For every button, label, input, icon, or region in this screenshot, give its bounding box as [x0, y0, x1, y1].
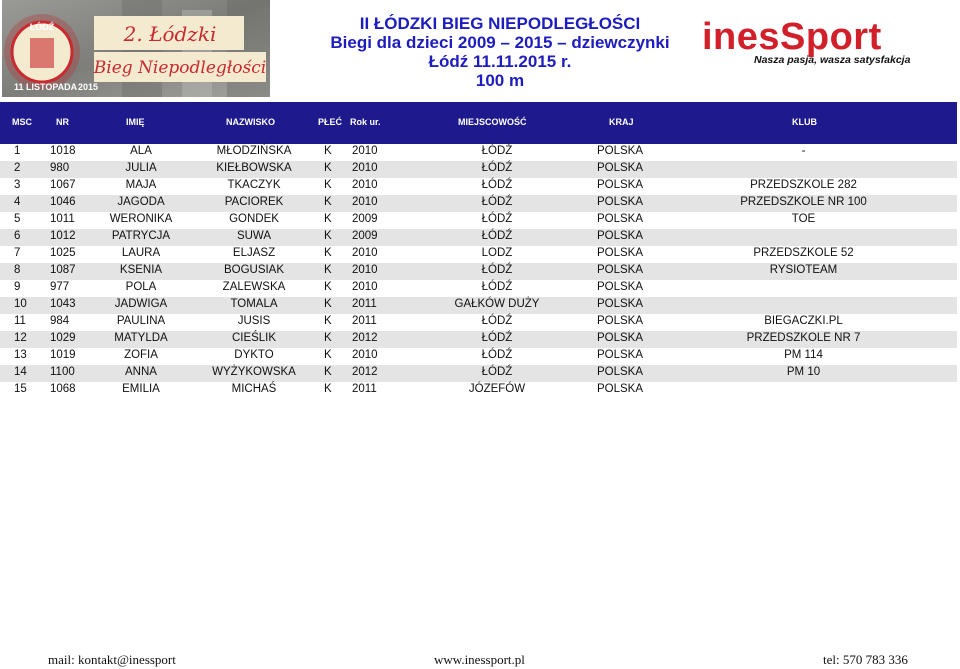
cell-klub: RYSIOTEAM [769, 264, 838, 276]
cell-miejscowosc: ŁÓDŹ [481, 332, 513, 344]
cell-imie: EMILIA [122, 383, 160, 395]
title-line-1: II ŁÓDZKI BIEG NIEPODLEGŁOŚCI [359, 14, 641, 33]
footer-tel: tel: 570 783 336 [823, 652, 908, 667]
cell-miejscowosc: LODZ [481, 247, 513, 259]
cell-imie: MATYLDA [114, 332, 168, 344]
cell-nazwisko: SUWA [236, 230, 272, 242]
cell-klub: PRZEDSZKOLE NR 7 [746, 332, 861, 344]
cell-miejscowosc: ŁÓDŹ [481, 162, 513, 174]
table-row [0, 314, 957, 331]
cell-miejscowosc: ŁÓDŹ [481, 315, 513, 327]
table-row [0, 280, 957, 297]
cell-nr: 984 [50, 315, 70, 327]
cell-klub: PM 10 [786, 366, 821, 378]
event-logo [2, 0, 270, 97]
cell-kraj: POLSKA [596, 366, 644, 378]
cell-nr: 980 [50, 162, 70, 174]
cell-kraj: POLSKA [596, 247, 644, 259]
cell-plec: K [324, 264, 332, 276]
cell-kraj: POLSKA [596, 383, 644, 395]
cell-klub: - [801, 145, 806, 157]
cell-kraj: POLSKA [596, 196, 644, 208]
cell-nr: 1029 [50, 332, 76, 344]
cell-miejscowosc: ŁÓDŹ [481, 366, 513, 378]
cell-nazwisko: CIEŚLIK [231, 332, 277, 344]
cell-nazwisko: WYŻYKOWSKA [212, 366, 296, 378]
cell-imie: JULIA [125, 162, 157, 174]
table-row [0, 212, 957, 229]
cell-nazwisko: KIEŁBOWSKA [216, 162, 292, 174]
cell-imie: LAURA [121, 247, 161, 259]
brand-logo [702, 18, 912, 66]
cell-imie: JAGODA [117, 196, 165, 208]
cell-rok: 2010 [352, 281, 378, 293]
col-kraj: KRAJ [609, 117, 634, 127]
cell-nr: 1100 [50, 366, 75, 378]
table-row [0, 382, 957, 399]
cell-klub: BIEGACZKI.PL [764, 315, 843, 327]
table-row [0, 297, 957, 314]
cell-klub: PM 114 [784, 349, 823, 361]
cell-nazwisko: JUSIS [237, 315, 271, 327]
table-row [0, 229, 957, 246]
cell-miejscowosc: ŁÓDŹ [481, 230, 513, 242]
logo-city: ŁÓDŹ [29, 22, 55, 32]
cell-nr: 1025 [50, 247, 76, 259]
cell-imie: ALA [130, 145, 152, 157]
cell-nr: 1012 [50, 230, 76, 242]
cell-msc: 6 [14, 230, 21, 242]
cell-nr: 1011 [50, 213, 75, 225]
cell-rok: 2011 [352, 383, 377, 395]
cell-nazwisko: MŁODZIŃSKA [216, 145, 292, 157]
cell-msc: 5 [14, 213, 21, 225]
cell-klub: TOE [791, 213, 816, 225]
cell-msc: 11 [14, 315, 26, 327]
col-miejscowosc: MIEJSCOWOŚĆ [458, 117, 527, 127]
col-imie: IMIĘ [126, 117, 145, 127]
cell-plec: K [324, 383, 332, 395]
table-row [0, 365, 957, 382]
table-row [0, 161, 957, 178]
cell-nr: 1018 [50, 145, 76, 157]
cell-rok: 2010 [352, 145, 378, 157]
cell-imie: PAULINA [116, 315, 166, 327]
cell-rok: 2012 [352, 366, 378, 378]
cell-plec: K [324, 179, 332, 191]
cell-imie: JADWIGA [114, 298, 168, 310]
cell-miejscowosc: ŁÓDŹ [481, 196, 513, 208]
footer-web[interactable]: www.inessport.pl [434, 652, 525, 667]
table-row [0, 246, 957, 263]
cell-plec: K [324, 162, 332, 174]
cell-imie: PATRYCJA [111, 230, 171, 242]
logo-date-left: 11 LISTOPADA [14, 82, 78, 92]
cell-nr: 1043 [50, 298, 76, 310]
table-row [0, 331, 957, 348]
cell-kraj: POLSKA [596, 179, 644, 191]
cell-rok: 2010 [352, 349, 378, 361]
cell-rok: 2009 [352, 230, 378, 242]
cell-nazwisko: ELJASZ [232, 247, 276, 259]
table-row [0, 144, 957, 161]
cell-msc: 12 [14, 332, 27, 344]
cell-msc: 9 [14, 281, 21, 293]
cell-plec: K [324, 230, 332, 242]
table-row [0, 263, 957, 280]
cell-msc: 13 [14, 349, 27, 361]
table-row [0, 195, 957, 212]
cell-msc: 14 [14, 366, 27, 378]
cell-klub: PRZEDSZKOLE NR 100 [740, 196, 867, 208]
table-row [0, 348, 957, 365]
cell-nr: 1087 [50, 264, 76, 276]
cell-nr: 977 [50, 281, 70, 293]
cell-rok: 2010 [352, 179, 378, 191]
brand-name: inesSport [702, 16, 882, 58]
col-msc: MSC [12, 117, 32, 127]
cell-msc: 8 [14, 264, 21, 276]
col-plec: PŁEĆ [318, 117, 343, 127]
cell-nr: 1046 [50, 196, 76, 208]
cell-kraj: POLSKA [596, 281, 644, 293]
cell-rok: 2012 [352, 332, 378, 344]
cell-msc: 15 [14, 383, 27, 395]
cell-kraj: POLSKA [596, 162, 644, 174]
event-title [290, 14, 710, 90]
cell-imie: ANNA [125, 366, 157, 378]
cell-rok: 2010 [352, 264, 378, 276]
cell-plec: K [324, 366, 332, 378]
logo-date-right: 2015 [78, 82, 99, 92]
cell-nazwisko: GONDEK [229, 213, 279, 225]
cell-klub: PRZEDSZKOLE 52 [753, 247, 854, 259]
cell-msc: 7 [14, 247, 21, 259]
cell-miejscowosc: ŁÓDŹ [481, 213, 513, 225]
title-line-3: Łódź 11.11.2015 r. [428, 52, 572, 71]
cell-miejscowosc: GAŁKÓW DUŻY [454, 298, 540, 310]
cell-kraj: POLSKA [596, 264, 644, 276]
brand-tagline: Nasza pasja, wasza satysfakcja [754, 54, 911, 66]
cell-nr: 1068 [50, 383, 76, 395]
cell-miejscowosc: ŁÓDŹ [481, 145, 513, 157]
cell-imie: KSENIA [119, 264, 163, 276]
cell-plec: K [324, 247, 332, 259]
cell-nazwisko: TKACZYK [227, 179, 281, 191]
cell-plec: K [324, 213, 332, 225]
cell-miejscowosc: ŁÓDŹ [481, 349, 513, 361]
cell-kraj: POLSKA [596, 298, 644, 310]
cell-miejscowosc: ŁÓDŹ [481, 264, 513, 276]
col-nazwisko: NAZWISKO [226, 117, 275, 127]
cell-nazwisko: ZALEWSKA [222, 281, 286, 293]
cell-rok: 2010 [352, 196, 378, 208]
cell-rok: 2010 [352, 162, 378, 174]
cell-kraj: POLSKA [596, 315, 644, 327]
cell-plec: K [324, 349, 332, 361]
cell-klub: PRZEDSZKOLE 282 [750, 179, 857, 191]
title-line-2: Biegi dla dzieci 2009 – 2015 – dziewczynki [330, 33, 670, 52]
cell-rok: 2011 [352, 315, 377, 327]
cell-plec: K [324, 196, 332, 208]
cell-nr: 1019 [50, 349, 76, 361]
cell-nazwisko: DYKTO [234, 349, 274, 361]
cell-msc: 4 [14, 196, 21, 208]
cell-imie: ZOFIA [124, 349, 158, 361]
cell-msc: 2 [14, 162, 21, 174]
cell-msc: 3 [14, 179, 21, 191]
results-table [0, 144, 957, 399]
results-header [0, 102, 957, 144]
cell-plec: K [324, 281, 332, 293]
cell-nazwisko: MICHAŚ [231, 383, 277, 395]
cell-nr: 1067 [50, 179, 76, 191]
cell-nazwisko: BOGUSIAK [223, 264, 285, 276]
cell-kraj: POLSKA [596, 145, 644, 157]
cell-miejscowosc: ŁÓDŹ [481, 179, 513, 191]
title-line-4: 100 m [475, 71, 525, 90]
cell-miejscowosc: JÓZEFÓW [468, 383, 526, 395]
cell-rok: 2009 [352, 213, 378, 225]
col-rok: Rok ur. [350, 117, 381, 127]
col-klub: KLUB [792, 117, 817, 127]
cell-rok: 2010 [352, 247, 378, 259]
cell-plec: K [324, 145, 332, 157]
cell-kraj: POLSKA [596, 213, 644, 225]
cell-plec: K [324, 332, 332, 344]
cell-miejscowosc: ŁÓDŹ [481, 281, 513, 293]
logo-line-1: 2. Łódzki [123, 22, 217, 46]
cell-nazwisko: TOMALA [230, 298, 278, 310]
cell-imie: POLA [125, 281, 157, 293]
cell-kraj: POLSKA [596, 332, 644, 344]
cell-nazwisko: PACIOREK [224, 196, 284, 208]
cell-imie: WERONIKA [109, 213, 173, 225]
cell-plec: K [324, 298, 332, 310]
cell-msc: 10 [14, 298, 27, 310]
table-row [0, 178, 957, 195]
col-nr: NR [56, 117, 69, 127]
cell-kraj: POLSKA [596, 349, 644, 361]
cell-kraj: POLSKA [596, 230, 644, 242]
cell-rok: 2011 [352, 298, 377, 310]
logo-line-2: Bieg Niepodległości [93, 58, 267, 78]
cell-msc: 1 [14, 145, 21, 157]
footer-mail: mail: kontakt@inessport [48, 652, 176, 667]
cell-imie: MAJA [125, 179, 157, 191]
cell-plec: K [324, 315, 332, 327]
